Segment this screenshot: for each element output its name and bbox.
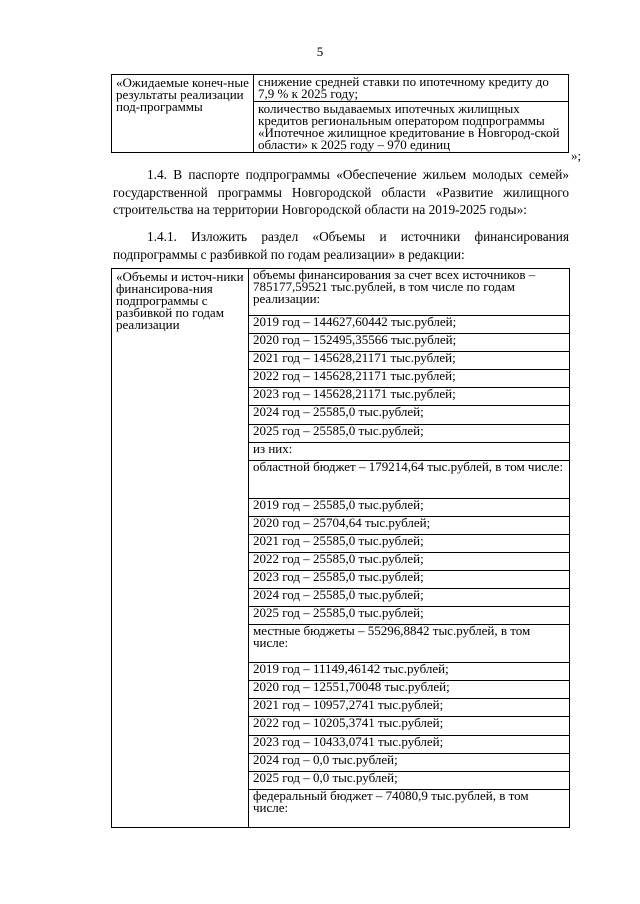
funding-row: 2025 год – 25585,0 тыс.рублей; — [249, 606, 569, 624]
funding-label: «Объемы и источ-ники финансирова-ния подпрограммы с разбивкой по годам реализации — [112, 269, 249, 828]
expected-results-content — [254, 75, 569, 153]
funding-row: 2021 год – 25585,0 тыс.рублей; — [249, 534, 569, 552]
funding-row: 2019 год – 11149,46142 тыс.рублей; — [249, 662, 569, 680]
funding-row: 2021 год – 145628,21171 тыс.рублей; — [249, 351, 569, 369]
funding-rows — [249, 269, 570, 828]
funding-row: 2025 год – 25585,0 тыс.рублей; — [249, 424, 569, 442]
funding-row: 2019 год – 25585,0 тыс.рублей; — [249, 498, 569, 516]
funding-row: 2023 год – 145628,21171 тыс.рублей; — [249, 387, 569, 405]
funding-row: из них: — [249, 442, 569, 460]
funding-row: 2023 год – 10433,0741 тыс.рублей; — [249, 735, 569, 753]
funding-row: объемы финансирования за счет всех источников – 785177,59521 тыс.рублей, в том числе по годам реализации: — [253, 269, 536, 306]
funding-row: 2021 год – 10957,2741 тыс.рублей; — [249, 698, 569, 716]
funding-row: 2022 год – 10205,3741 тыс.рублей; — [249, 716, 569, 734]
page-number: 5 — [316, 44, 324, 59]
result-item: количество выдаваемых ипотечных жилищных кредитов региональным оператором подпрограммы «Ипотечное жилищное кредитование в Новгород-ской области» к 2025 году – 970 единиц — [254, 101, 568, 152]
funding-row: 2020 год – 152495,35566 тыс.рублей; — [249, 333, 569, 351]
funding-table — [111, 268, 570, 828]
funding-row: местные бюджеты – 55296,8842 тыс.рублей, в том числе: — [249, 624, 569, 662]
funding-row: 2022 год – 145628,21171 тыс.рублей; — [249, 369, 569, 387]
funding-row: 2022 год – 25585,0 тыс.рублей; — [249, 552, 569, 570]
funding-row: 2025 год – 0,0 тыс.рублей; — [249, 771, 569, 789]
funding-row: 2019 год – 144627,60442 тыс.рублей; — [249, 315, 569, 333]
funding-row: 2023 год – 25585,0 тыс.рублей; — [249, 570, 569, 588]
funding-row: областной бюджет – 179214,64 тыс.рублей, в том числе: — [249, 460, 569, 498]
funding-row: 2024 год – 25585,0 тыс.рублей; — [249, 588, 569, 606]
expected-results-table — [111, 74, 569, 153]
closing-quote: »; — [571, 148, 582, 163]
funding-row: 2020 год – 12551,70048 тыс.рублей; — [249, 680, 569, 698]
expected-results-label: «Ожидаемые конеч-ные результаты реализации под-программы — [112, 75, 254, 153]
funding-row: 2024 год – 25585,0 тыс.рублей; — [249, 405, 569, 423]
paragraph-1-4-1: 1.4.1. Изложить раздел «Объемы и источники финансирования подпрограммы с разбивкой по годам реализации» в редакции: — [113, 229, 569, 262]
result-item: снижение средней ставки по ипотечному кредиту до 7,9 % к 2025 году; — [258, 74, 549, 101]
funding-row: 2020 год – 25704,64 тыс.рублей; — [249, 516, 569, 534]
funding-row: федеральный бюджет – 74080,9 тыс.рублей, в том числе: — [249, 789, 569, 827]
funding-row: 2024 год – 0,0 тыс.рублей; — [249, 753, 569, 771]
paragraph-1-4: 1.4. В паспорте подпрограммы «Обеспечение жильем молодых семей» государственной программы Новгородской области «Развитие жилищного строительства на территории Новгородской области на 2019-2025 годы»: — [113, 167, 569, 217]
